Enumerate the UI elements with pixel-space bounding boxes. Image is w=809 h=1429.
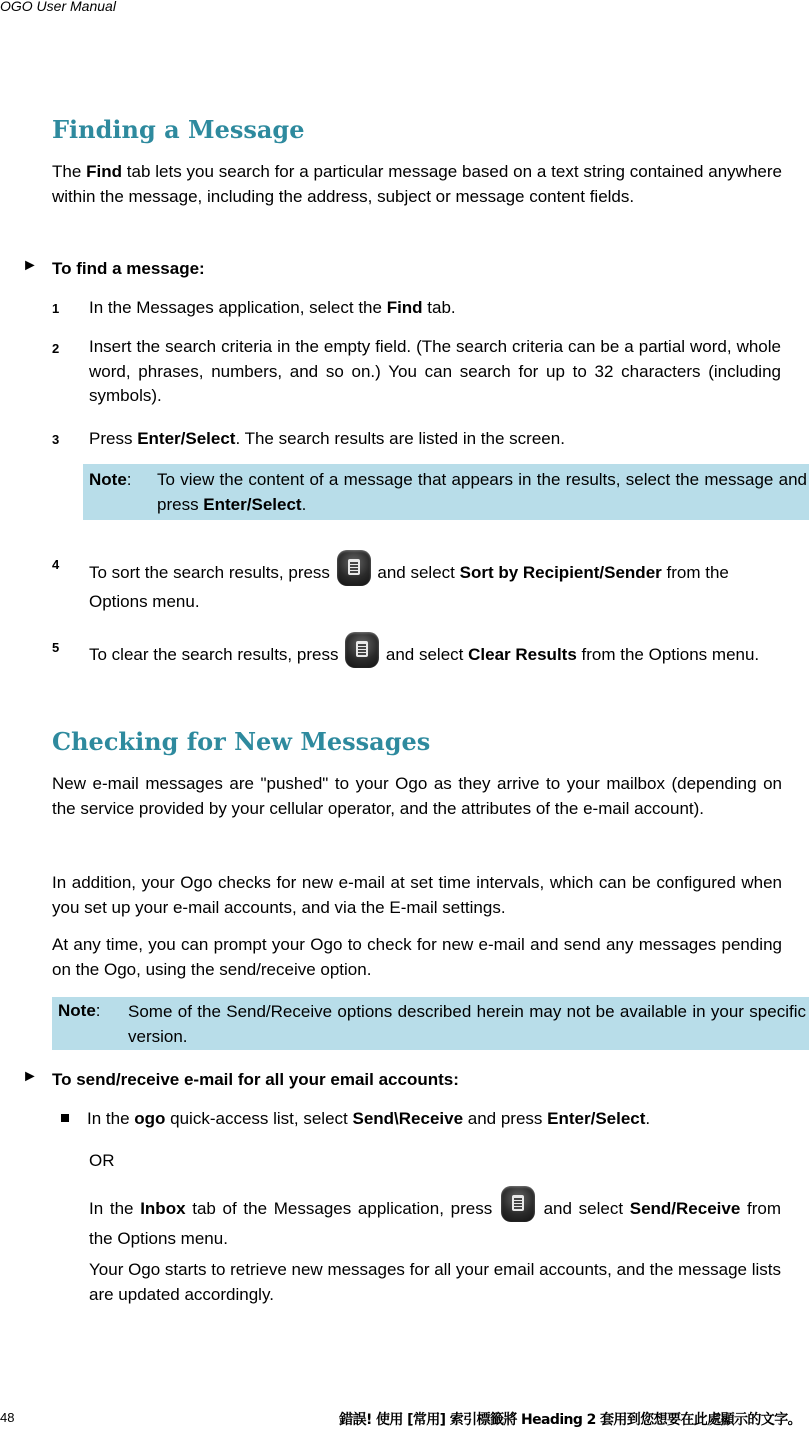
note-box: [83, 464, 809, 520]
step-text: Press Enter/Select. The search results are listed in the screen.: [89, 429, 565, 448]
step-number: 1: [52, 301, 60, 316]
note-text: To view the content of a message that appears in the results, select the message and press Enter/Select.: [157, 470, 807, 514]
step-number: 4: [52, 557, 60, 572]
arrow-right-icon: ►: [22, 257, 38, 274]
square-bullet-icon: [61, 1114, 69, 1122]
step-number: 5: [52, 640, 60, 655]
page-number: 48: [0, 1410, 15, 1425]
step-text: To clear the search results, press and select Clear Results from the Options menu.: [89, 632, 783, 669]
menu-button-icon: [337, 550, 371, 586]
section1-intro: The Find tab lets you search for a particular message based on a text string contained anywhere within the message, including the address, subject or message content fields.: [52, 162, 782, 206]
step-number: 2: [52, 341, 60, 356]
note-text: Some of the Send/Receive options described herein may not be available in your specific version.: [128, 1002, 806, 1046]
step-number: 3: [52, 432, 60, 447]
result-text: Your Ogo starts to retrieve new messages for all your email accounts, and the message lists are updated accordingly.: [89, 1260, 781, 1304]
note-label: Note:: [58, 1001, 101, 1020]
procedure-title-send-receive: To send/receive e-mail for all your email accounts:: [52, 1070, 459, 1089]
note-box: [52, 997, 809, 1050]
alt-instruction: In the Inbox tab of the Messages application, press and select Send/Receive from the Options menu.: [89, 1186, 781, 1254]
arrow-right-icon: ►: [22, 1068, 38, 1085]
procedure-title-find: To find a message:: [52, 259, 205, 278]
or-text: OR: [89, 1151, 115, 1170]
footer-error-text: 錯誤! 使用 [常用] 索引標籤將 Heading 2 套用到您想要在此處顯示的文字。: [339, 1412, 801, 1428]
menu-button-icon: [501, 1186, 535, 1222]
step-text: To sort the search results, press and select Sort by Recipient/Sender from the Options menu.: [89, 550, 783, 616]
note-label: Note:: [89, 470, 132, 489]
running-header: OGO User Manual: [0, 0, 116, 14]
section-heading-finding-message: Finding a Message: [52, 115, 305, 144]
menu-button-icon: [345, 632, 379, 668]
step-text: Insert the search criteria in the empty field. (The search criteria can be a partial word, whole word, phrases, numbers, and so on.) You can search for up to 32 characters (including symbols).: [89, 337, 781, 405]
section2-paragraph: New e-mail messages are "pushed" to your Ogo as they arrive to your mailbox (depending on the service provided by your cellular operator, and the attributes of the e-mail account).: [52, 774, 782, 818]
bullet-text: In the ogo quick-access list, select Send\Receive and press Enter/Select.: [87, 1109, 651, 1128]
section2-paragraph: In addition, your Ogo checks for new e-mail at set time intervals, which can be configured when you set up your e-mail accounts, and via the E-mail settings.: [52, 873, 782, 917]
section-heading-checking-new-messages: Checking for New Messages: [52, 727, 431, 756]
step-text: In the Messages application, select the Find tab.: [89, 298, 456, 317]
section2-paragraph: At any time, you can prompt your Ogo to check for new e-mail and send any messages pending on the Ogo, using the send/receive option.: [52, 935, 782, 979]
